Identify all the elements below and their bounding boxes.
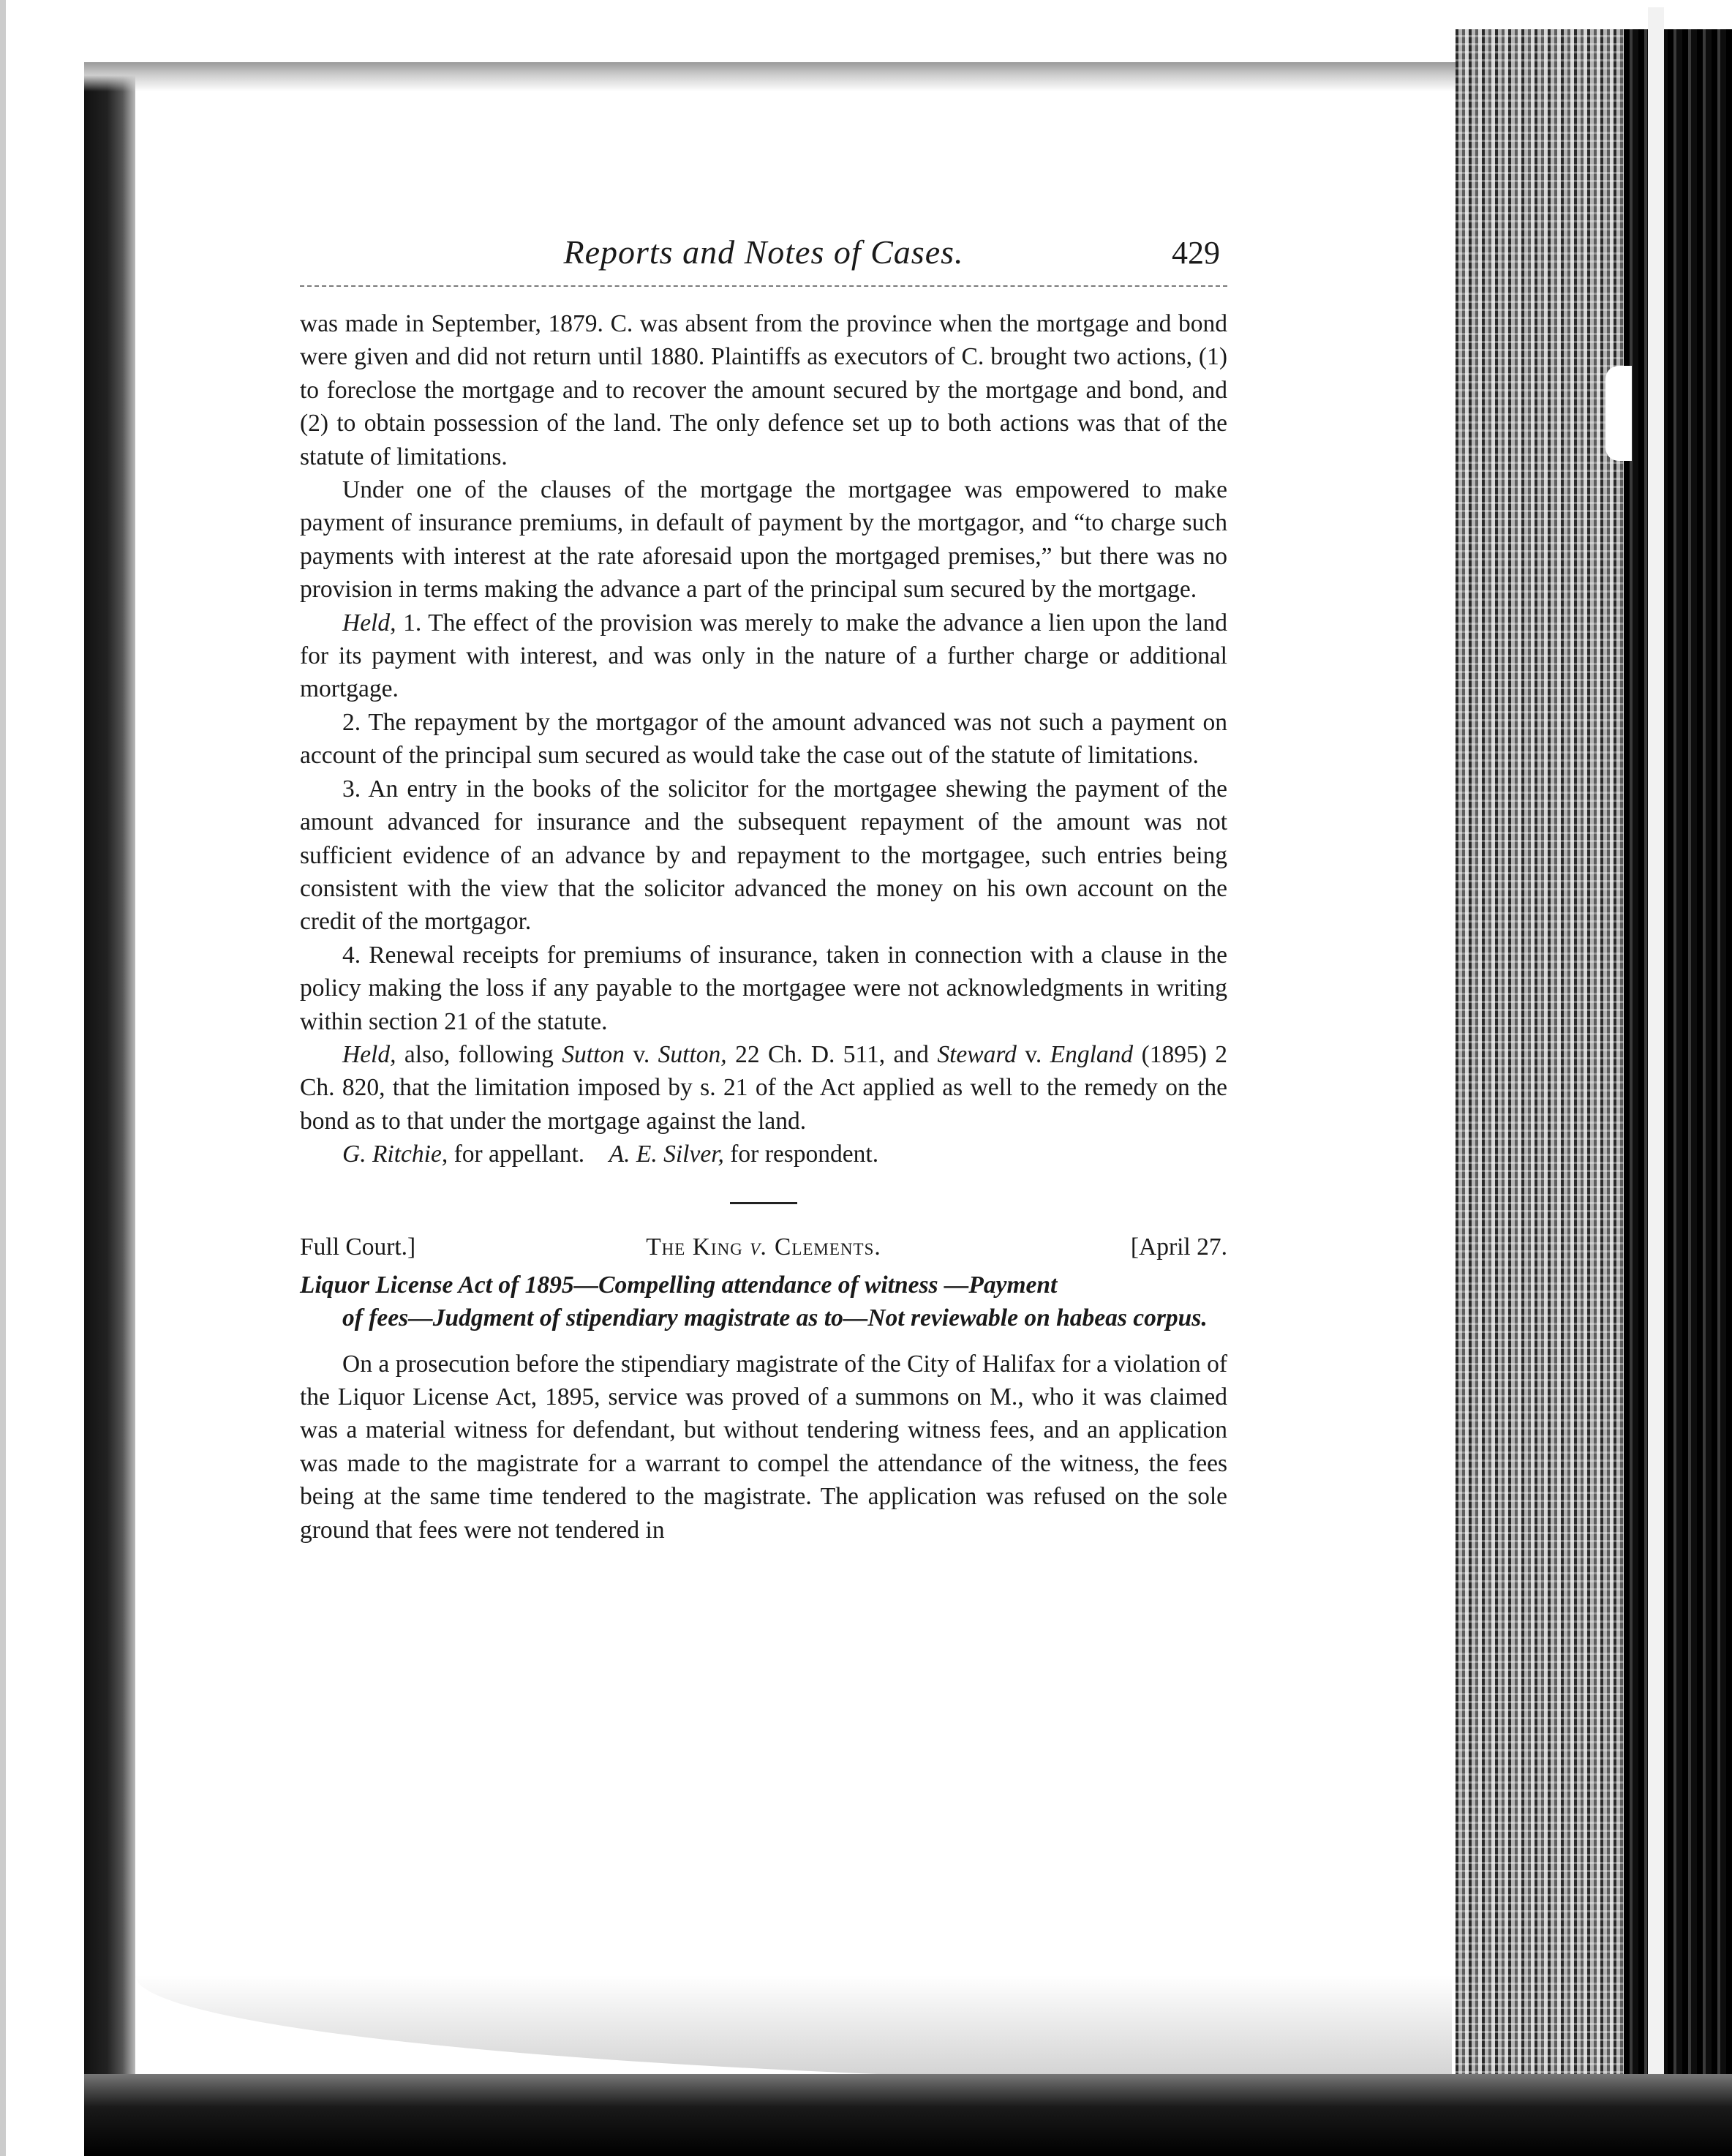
paragraph: 4. Renewal receipts for premiums of insurance, taken in connection with a clause in the policy making the loss if any payable to the mortgagee were not acknowledgments in writing within section 21 of the statute.: [300, 941, 1227, 1035]
case-name: [300, 1231, 1227, 1264]
case-citation: England: [1050, 1040, 1134, 1068]
paragraph: 3. An entry in the books of the solicitor for the mortgagee shewing the payment of the amount advanced for insurance and the subsequent repayment of the amount was not sufficient evidence of an advance by and repayment to the mortgagee, such entries being consistent with the view that the solicitor advanced the money on his own account on the credit of the mortgagor.: [300, 775, 1227, 936]
headnote-line: Liquor License Act of 1895—Compelling attendance of witness —Payment: [300, 1271, 1058, 1299]
case-citation: Steward: [937, 1040, 1017, 1068]
paragraph-text: (1895) 2 Ch. 820, that the limitation imposed by s. 21 of the Act applied as well to the remedy on the bond as to that under the mortgage against the land.: [300, 1040, 1228, 1135]
paragraph-text: v.: [1016, 1040, 1050, 1068]
paragraph-text: also, following: [396, 1040, 562, 1068]
counsel-role: for appellant.: [448, 1141, 585, 1168]
paragraph: Under one of the clauses of the mortgage the mortgagee was empowered to make payment of insurance premiums, in default of payment by the mortgagor, and “to charge such payments with interest at the rate aforesaid upon the mortgaged premises,” but there was no provision in terms making the advance a part of the principal sum secured by the mortgage.: [300, 476, 1227, 604]
paragraph: On a prosecution before the stipendiary magistrate of the City of Halifax for a violation of the Liquor License Act, 1895, service was proved of a summons on M., who it was claimed was a material witness for defendant, but without tendering witness fees, and an application was made to the magistrate for a warrant to compel the attendance of the witness, the fees being at the same time tendered to the magistrate. The application was refused on the sole ground that fees were not tendered in: [300, 1350, 1227, 1544]
counsel-name: G. Ritchie,: [342, 1141, 448, 1168]
book-cover-edge: [1624, 29, 1732, 2122]
counsel-line: [300, 1138, 1227, 1171]
held-label: Held,: [342, 609, 396, 636]
paragraph: 2. The repayment by the mortgagor of the amount advanced was not such a payment on account of the principal sum secured as would take the case out of the statute of limitations.: [300, 708, 1227, 770]
case-heading: [300, 1231, 1227, 1264]
counsel-name: A. E. Silver,: [609, 1141, 724, 1168]
paragraph-text: v.: [624, 1040, 658, 1068]
case-name-part: The King: [646, 1233, 750, 1261]
page-number: 429: [1172, 235, 1220, 271]
case-date: [April 27.: [1130, 1233, 1227, 1261]
book-binding-shadow: [84, 70, 135, 2118]
spacer: [300, 1334, 1227, 1348]
court-label: Full Court.]: [300, 1233, 416, 1261]
case-name-part: Clements.: [767, 1233, 881, 1261]
paragraph-text: 1. The effect of the provision was merely to make the advance a lien upon the land for its payment with interest, and was only in the nature of a further charge or additional mortgage.: [300, 609, 1227, 703]
case-name-v: v.: [750, 1233, 768, 1261]
case-citation: Sutton: [562, 1040, 625, 1068]
paragraph: [300, 1038, 1227, 1138]
held-label: Held,: [342, 1040, 396, 1068]
page-curl-shadow: [135, 1975, 1452, 2085]
counsel-role: for respondent.: [723, 1141, 879, 1168]
thumb-tab-mark: [1605, 366, 1632, 461]
headnote: [300, 1269, 1227, 1334]
running-head: [300, 227, 1227, 287]
page-fore-edge-gap: [1648, 7, 1664, 2129]
headnote-line: of fees—Judgment of stipendiary magistrate as to—Not reviewable on habeas corpus.: [342, 1304, 1208, 1331]
page-fore-edge-texture: [1456, 29, 1624, 2122]
book-page: [300, 227, 1227, 1547]
paragraph-text: 22 Ch. D. 511, and: [726, 1040, 938, 1068]
page-edge-left: [0, 0, 6, 2156]
running-title: Reports and Notes of Cases.: [563, 233, 964, 271]
paragraph: was made in September, 1879. C. was absent from the province when the mortgage and bond were given and did not return until 1880. Plaintiffs as executors of C. brought two actions, (1) to foreclose the mortgage and to recover the amount secured by the mortgage and bond, and (2) to obtain possession of the land. The only defence set up to both actions was that of the statute of limitations.: [300, 310, 1227, 470]
body-text: [300, 307, 1227, 1547]
section-separator: [730, 1202, 797, 1204]
top-scan-shadow: [84, 62, 1547, 91]
case-citation: Sutton,: [658, 1040, 727, 1068]
paragraph: [300, 606, 1227, 706]
bottom-binding-shadow: [84, 2074, 1732, 2156]
